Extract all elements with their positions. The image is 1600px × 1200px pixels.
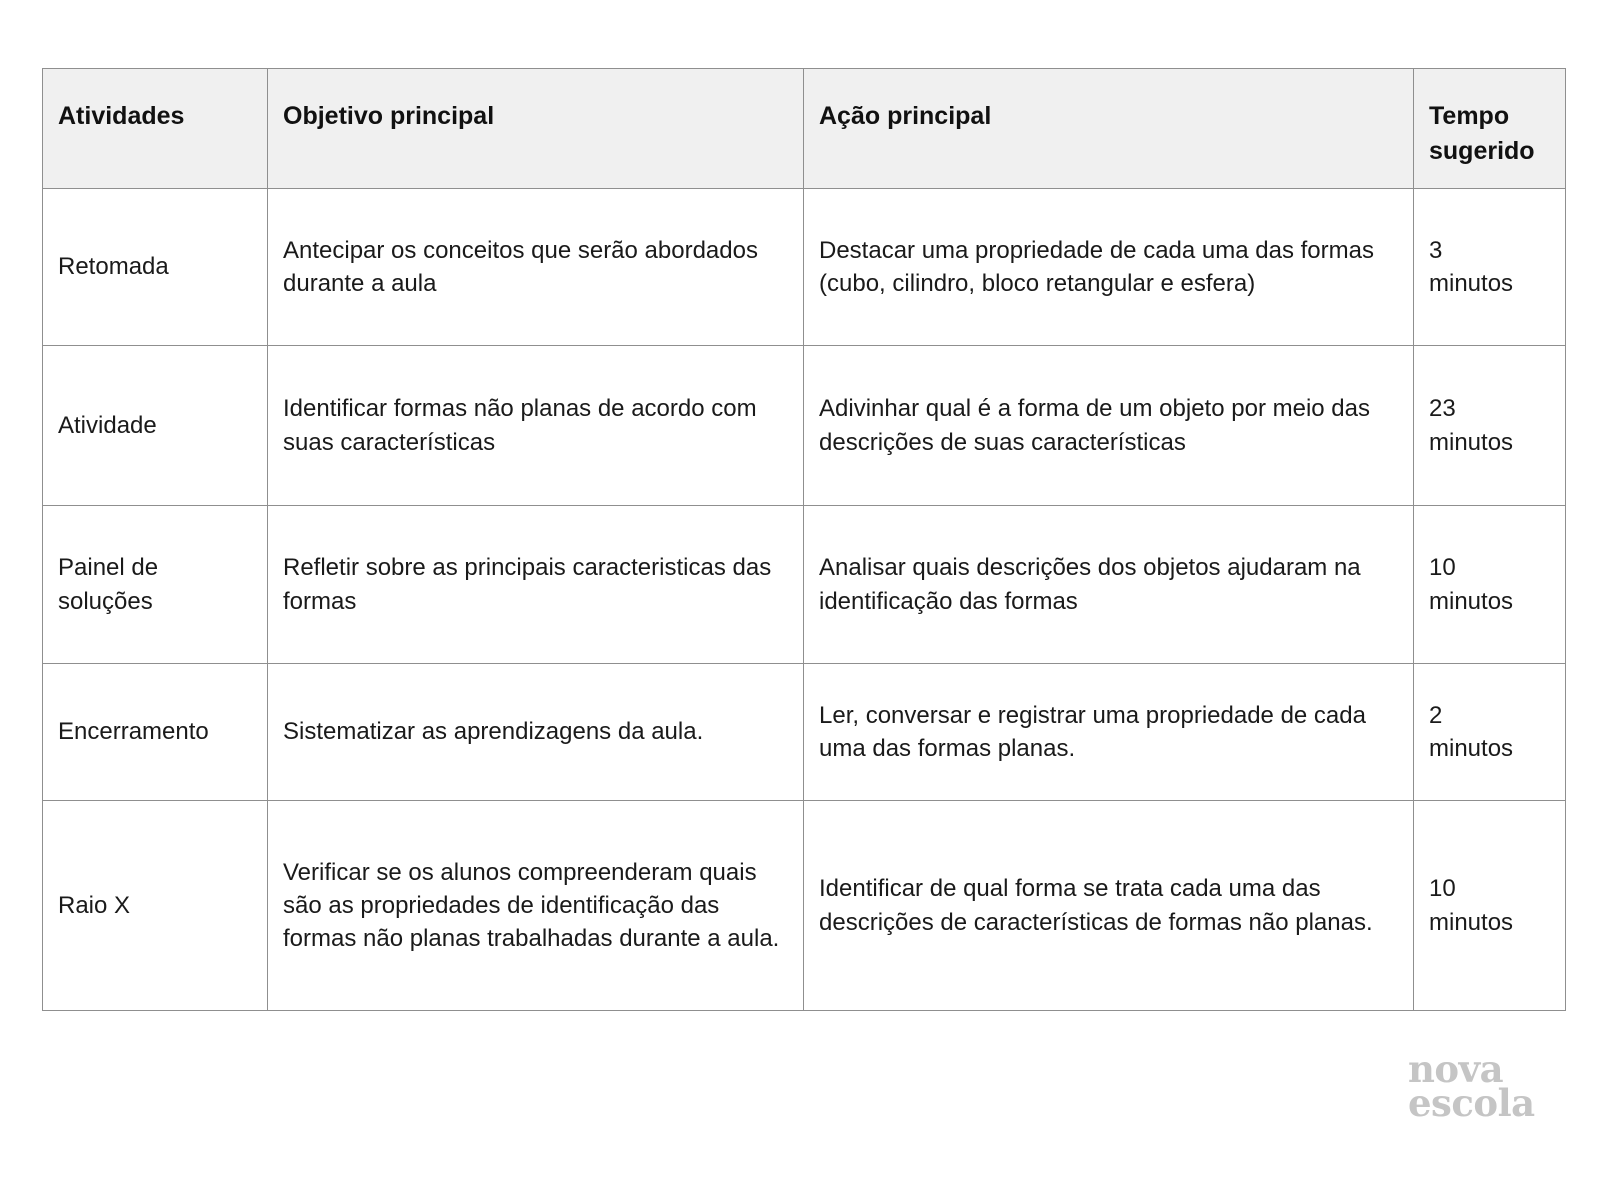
cell-atividade: Raio X: [43, 801, 268, 1011]
cell-objetivo: Verificar se os alunos compreenderam quais são as propriedades de identificação das formas não planas trabalhadas durante a aula.: [268, 801, 804, 1011]
cell-tempo: [1414, 346, 1566, 506]
tempo-value: 2: [1429, 701, 1443, 729]
cell-acao: Ler, conversar e registrar uma propriedade de cada uma das formas planas.: [804, 664, 1414, 801]
cell-tempo: [1414, 664, 1566, 801]
cell-atividade: Retomada: [43, 189, 268, 346]
logo-line-1: nova: [1408, 1047, 1504, 1091]
column-header-acao-principal: Ação principal: [804, 69, 1414, 189]
table-row-atividade: [43, 346, 1566, 506]
cell-objetivo: Refletir sobre as principais caracteristicas das formas: [268, 506, 804, 664]
cell-atividade: Encerramento: [43, 664, 268, 801]
cell-atividade: Painel de soluções: [43, 506, 268, 664]
column-header-tempo-sugerido: Tempo sugerido: [1414, 69, 1566, 189]
cell-objetivo: Identificar formas não planas de acordo com suas características: [268, 346, 804, 506]
table-row-retomada: [43, 189, 1566, 346]
cell-tempo: [1414, 189, 1566, 346]
header-row: [43, 69, 1566, 189]
tempo-value: 23: [1429, 395, 1456, 423]
cell-acao: Destacar uma propriedade de cada uma das formas (cubo, cilindro, bloco retangular e esfera): [804, 189, 1414, 346]
tempo-value: 10: [1429, 554, 1456, 582]
tempo-value: 10: [1429, 875, 1456, 903]
column-header-atividades: Atividades: [43, 69, 268, 189]
logo-line-2: escola: [1408, 1081, 1535, 1126]
cell-acao: Adivinhar qual é a forma de um objeto por meio das descrições de suas características: [804, 346, 1414, 506]
tempo-unit: minutos: [1429, 587, 1514, 615]
table-row-painel-de-solucoes: [43, 506, 1566, 664]
lesson-summary-table: [42, 68, 1566, 1011]
nova-escola-logo: [1408, 1047, 1535, 1126]
table-row-raio-x: [43, 801, 1566, 1011]
tempo-unit: minutos: [1429, 735, 1514, 762]
cell-acao: Identificar de qual forma se trata cada uma das descrições de características de formas não planas.: [804, 801, 1414, 1011]
cell-acao: Analisar quais descrições dos objetos ajudaram na identificação das formas: [804, 506, 1414, 664]
cell-objetivo: Sistematizar as aprendizagens da aula.: [268, 664, 804, 801]
cell-atividade: Atividade: [43, 346, 268, 506]
tempo-unit: minutos: [1429, 908, 1514, 936]
tempo-unit: minutos: [1429, 428, 1514, 456]
cell-objetivo: Antecipar os conceitos que serão abordados durante a aula: [268, 189, 804, 346]
column-header-objetivo-principal: Objetivo principal: [268, 69, 804, 189]
tempo-value: 3: [1429, 236, 1443, 264]
table-row-encerramento: [43, 664, 1566, 801]
cell-tempo: [1414, 801, 1566, 1011]
cell-tempo: [1414, 506, 1566, 664]
tempo-unit: minutos: [1429, 270, 1514, 297]
